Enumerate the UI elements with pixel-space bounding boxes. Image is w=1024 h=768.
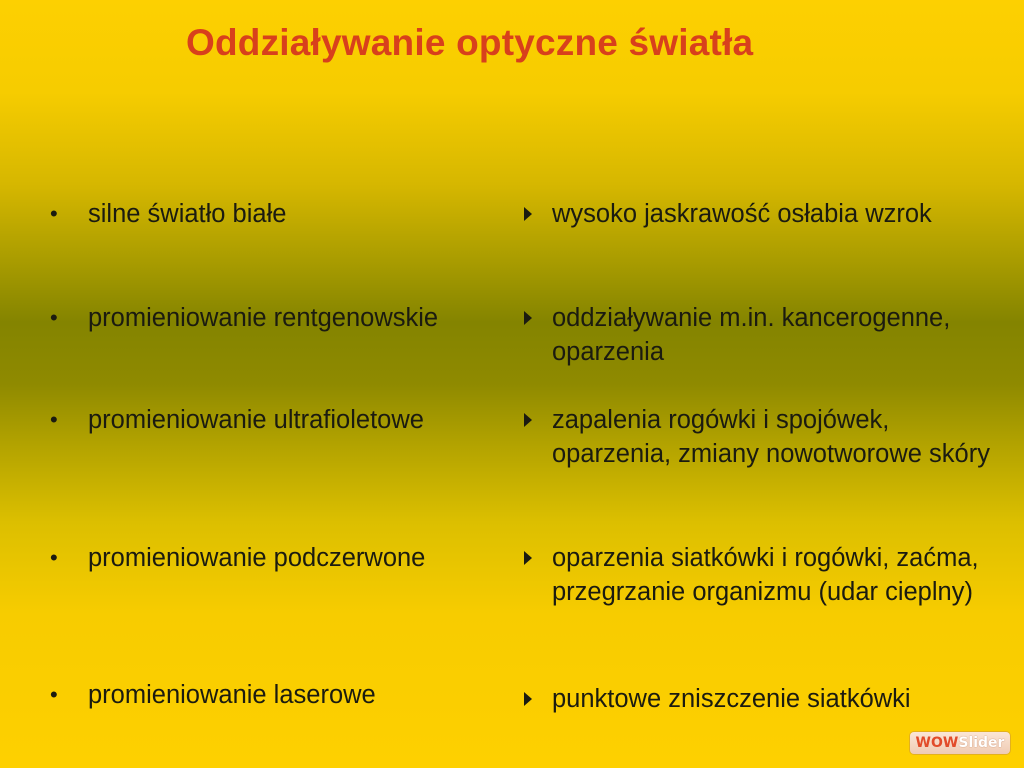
right-item-5: punktowe zniszczenie siatkówki	[552, 685, 911, 713]
right-item-1: wysoko jaskrawość osłabia wzrok	[552, 200, 932, 228]
bullet-dot: •	[50, 407, 58, 432]
bullet-dot: •	[50, 682, 58, 707]
left-item-5: promieniowanie laserowe	[88, 681, 376, 709]
bullet-dot: •	[50, 201, 58, 226]
arrow-bullet-icon	[524, 311, 532, 325]
left-item-3: promieniowanie ultrafioletowe	[88, 406, 424, 434]
left-item-4: promieniowanie podczerwone	[88, 544, 426, 572]
bullet-dot: •	[50, 305, 58, 330]
slide-title: Oddziaływanie optyczne światła	[186, 22, 754, 63]
right-item-4: oparzenia siatkówki i rogówki, zaćma, przegrzanie organizmu (udar cieplny)	[552, 544, 979, 606]
left-item-2: promieniowanie rentgenowskie	[88, 304, 439, 332]
bullet-dot: •	[50, 545, 58, 570]
wowslider-logo[interactable]	[910, 732, 1010, 754]
arrow-bullet-icon	[524, 551, 532, 565]
logo-part-slider: Slider	[958, 735, 1005, 751]
arrow-bullet-icon	[524, 413, 532, 427]
arrow-bullet-icon	[524, 207, 532, 221]
left-item-1: silne światło białe	[88, 200, 287, 228]
logo-part-wow: WOW	[915, 735, 959, 751]
arrow-bullet-icon	[524, 692, 532, 706]
right-item-3: zapalenia rogówki i spojówek, oparzenia, zmiany nowotworowe skóry	[552, 406, 990, 468]
right-item-2: oddziaływanie m.in. kancerogenne, oparzenia	[552, 304, 951, 366]
